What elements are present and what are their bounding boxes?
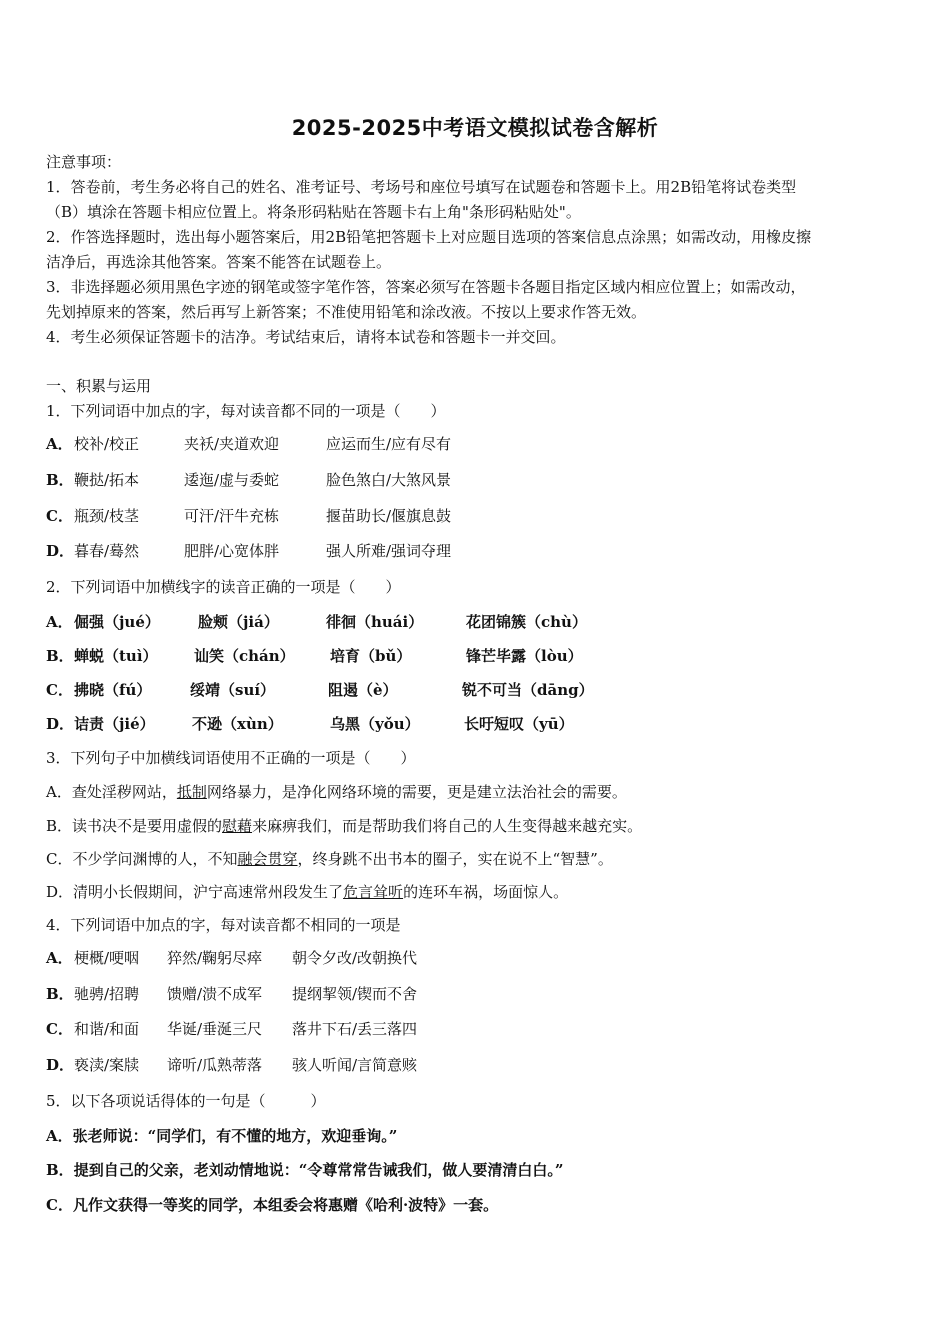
option-cell: 应运而生/应有尽有 bbox=[326, 435, 452, 453]
option-cell: 不逊（xùn） bbox=[192, 715, 283, 733]
option-cell: 骇人听闻/言简意赅 bbox=[292, 1056, 418, 1074]
option-label: A． bbox=[46, 1127, 73, 1145]
option-cell: 绥靖（suí） bbox=[190, 681, 276, 699]
option-cell: 蝉蜕（tuì） bbox=[74, 647, 158, 665]
option-label: D． bbox=[46, 542, 75, 560]
option-label: A． bbox=[46, 435, 73, 453]
notice-heading: 注意事项： bbox=[46, 153, 122, 171]
option-cell: 徘徊（huái） bbox=[326, 613, 424, 631]
question-5-option-a bbox=[46, 1126, 906, 1146]
option-cell: 脸颊（jiá） bbox=[198, 613, 279, 631]
option-cell: 暮春/蓦然 bbox=[74, 542, 140, 560]
sentence-text: ，终身跳不出书本的圈子，实在说不上“智慧”。 bbox=[297, 850, 613, 868]
underlined-word: 慰藉 bbox=[222, 817, 253, 835]
option-cell: 可汗/汗牛充栋 bbox=[184, 507, 280, 525]
option-cell: 锐不可当（dāng） bbox=[462, 681, 594, 699]
sentence-text: 的连环车祸，场面惊人。 bbox=[403, 883, 569, 901]
notice-line: 先划掉原来的答案，然后再写上新答案；不准使用铅笔和涂改液。不按以上要求作答无效。 bbox=[46, 303, 647, 321]
question-3-option-d bbox=[46, 882, 906, 902]
question-2-stem: 2．下列词语中加横线字的读音正确的一项是（ ） bbox=[46, 578, 401, 596]
notice-line: 1．答卷前，考生务必将自己的姓名、准考证号、考场号和座位号填写在试题卷和答题卡上。用2B铅笔将试卷类型 bbox=[46, 178, 797, 196]
option-label: C． bbox=[46, 1020, 73, 1038]
question-5-option-c bbox=[46, 1195, 906, 1215]
sentence-text: 不少学问渊博的人，不知 bbox=[72, 850, 238, 868]
option-cell: 亵渎/案牍 bbox=[74, 1056, 140, 1074]
option-label: B． bbox=[46, 817, 73, 835]
notice-line: 4．考生必须保证答题卡的洁净。考试结束后，请将本试卷和答题卡一并交回。 bbox=[46, 328, 566, 346]
notice-line: 2．作答选择题时，选出每小题答案后，用2B铅笔把答题卡上对应题目选项的答案信息点涂黑；如需改动，用橡皮擦 bbox=[46, 228, 812, 246]
option-label: B． bbox=[46, 471, 74, 489]
option-label: B． bbox=[46, 647, 74, 665]
question-3-option-c bbox=[46, 849, 906, 869]
notice-line: 3．非选择题必须用黑色字迹的钢笔或签字笔作答，答案必须写在答题卡各题目指定区域内相应位置上；如需改动， bbox=[46, 278, 806, 296]
option-cell: 瓶颈/枝茎 bbox=[74, 507, 140, 525]
option-label: A． bbox=[46, 783, 72, 801]
option-cell: 馈赠/溃不成军 bbox=[167, 985, 263, 1003]
question-1-stem: 1．下列词语中加点的字，每对读音都不同的一项是（ ） bbox=[46, 402, 446, 420]
option-cell: 夹袄/夹道欢迎 bbox=[184, 435, 280, 453]
notice-line: （B）填涂在答题卡相应位置上。将条形码粘贴在答题卡右上角"条形码粘贴处"。 bbox=[46, 203, 581, 221]
option-label: A． bbox=[46, 613, 73, 631]
option-label: B． bbox=[46, 1161, 74, 1179]
question-3-option-a bbox=[46, 782, 906, 802]
underlined-word: 融会贯穿 bbox=[237, 850, 298, 868]
option-cell: 梗概/哽咽 bbox=[74, 949, 140, 967]
option-cell: 诘责（jié） bbox=[74, 715, 155, 733]
sentence-text: 网络暴力，是净化网络环境的需要，更是建立法治社会的需要。 bbox=[206, 783, 627, 801]
underlined-word: 危言耸听 bbox=[343, 883, 404, 901]
option-cell: 讪笑（chán） bbox=[194, 647, 295, 665]
option-cell: 华诞/垂涎三尺 bbox=[167, 1020, 263, 1038]
option-cell: 乌黑（yǒu） bbox=[330, 715, 420, 733]
option-cell: 揠苗助长/偃旗息鼓 bbox=[326, 507, 452, 525]
option-cell: 脸色煞白/大煞风景 bbox=[326, 471, 452, 489]
option-label: C． bbox=[46, 1196, 73, 1214]
question-5-option-b bbox=[46, 1160, 906, 1180]
option-cell: 校补/校正 bbox=[74, 435, 140, 453]
option-cell: 倔强（jué） bbox=[74, 613, 160, 631]
option-cell: 和谐/和面 bbox=[74, 1020, 140, 1038]
option-label: D． bbox=[46, 715, 75, 733]
option-cell: 拂晓（fú） bbox=[74, 681, 152, 699]
option-label: B． bbox=[46, 985, 74, 1003]
option-cell: 提纲挈领/锲而不舍 bbox=[292, 985, 418, 1003]
underlined-word: 抵制 bbox=[176, 783, 207, 801]
question-4-stem: 4．下列词语中加点的字，每对读音都不相同的一项是 bbox=[46, 916, 401, 934]
option-label: C． bbox=[46, 681, 73, 699]
option-cell: 肥胖/心宽体胖 bbox=[184, 542, 280, 560]
option-cell: 阻遏（è） bbox=[328, 681, 398, 699]
option-cell: 培育（bǔ） bbox=[330, 647, 412, 665]
sentence-text: 清明小长假期间，沪宁高速常州段发生了 bbox=[73, 883, 344, 901]
sentence-text: 查处淫秽网站， bbox=[71, 783, 177, 801]
sentence-text: 来麻痹我们，而是帮助我们将自己的人生变得越来越充实。 bbox=[252, 817, 643, 835]
question-3-option-b bbox=[46, 816, 906, 836]
option-cell: 朝令夕改/改朝换代 bbox=[292, 949, 418, 967]
section-heading: 一、积累与运用 bbox=[46, 377, 152, 395]
notice-line: 洁净后，再选涂其他答案。答案不能答在试题卷上。 bbox=[46, 253, 392, 271]
option-cell: 谛听/瓜熟蒂落 bbox=[167, 1056, 263, 1074]
sentence-text: 读书决不是要用虚假的 bbox=[72, 817, 223, 835]
option-cell: 强人所难/强词夺理 bbox=[326, 542, 452, 560]
option-label: A． bbox=[46, 949, 73, 967]
option-cell: 花团锦簇（chù） bbox=[466, 613, 587, 631]
question-3-stem: 3．下列句子中加横线词语使用不正确的一项是（ ） bbox=[46, 749, 416, 767]
question-5-stem: 5．以下各项说话得体的一句是（ ） bbox=[46, 1092, 326, 1110]
option-label: C． bbox=[46, 850, 73, 868]
option-cell: 逶迤/虚与委蛇 bbox=[184, 471, 280, 489]
option-label: D． bbox=[46, 1056, 75, 1074]
option-text: 凡作文获得一等奖的同学，本组委会将惠赠《哈利·波特》一套。 bbox=[72, 1196, 499, 1214]
option-cell: 驰骋/招聘 bbox=[74, 985, 140, 1003]
option-label: C． bbox=[46, 507, 73, 525]
option-cell: 猝然/鞠躬尽瘁 bbox=[167, 949, 263, 967]
option-cell: 长吁短叹（yū） bbox=[464, 715, 574, 733]
page-title: 2025-2025中考语文模拟试卷含解析 bbox=[291, 116, 659, 140]
option-cell: 落井下石/丢三落四 bbox=[292, 1020, 418, 1038]
option-text: 提到自己的父亲，老刘动情地说：“令尊常常告诫我们，做人要清清白白。” bbox=[73, 1161, 564, 1179]
option-label: D． bbox=[46, 883, 74, 901]
option-text: 张老师说：“同学们，有不懂的地方，欢迎垂询。” bbox=[72, 1127, 398, 1145]
option-cell: 锋芒毕露（lòu） bbox=[466, 647, 583, 665]
option-cell: 鞭挞/拓本 bbox=[74, 471, 140, 489]
